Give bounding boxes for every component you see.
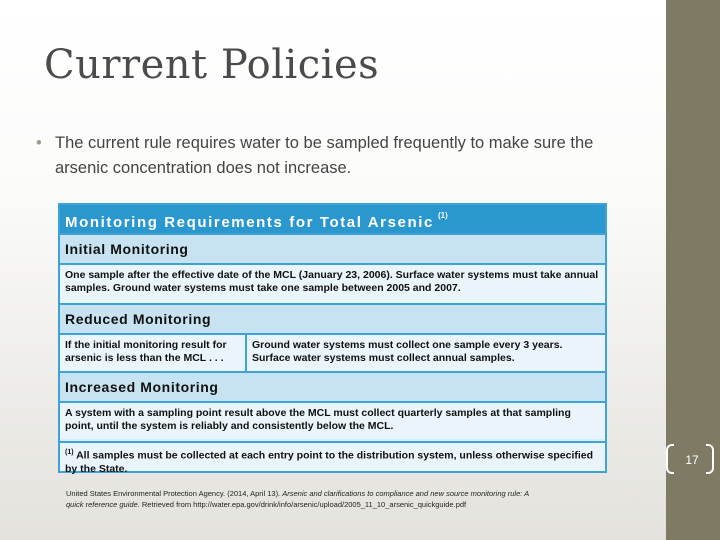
footnote-text: All samples must be collected at each entry point to the distribution system, unless otherwise specified by the State. bbox=[65, 449, 594, 475]
bullet-dot-icon: • bbox=[36, 134, 42, 152]
citation-suffix: Retrieved from http://water.epa.gov/drink/info/arsenic/upload/2005_11_10_arsenic_quickguide.pdf bbox=[139, 500, 467, 509]
bullet-item bbox=[36, 131, 622, 181]
section-reduced-monitoring bbox=[60, 303, 605, 335]
section-title: Initial Monitoring bbox=[65, 241, 189, 257]
section-title: Reduced Monitoring bbox=[65, 311, 212, 327]
section-title: Increased Monitoring bbox=[65, 379, 219, 395]
slide-title: Current Policies bbox=[44, 42, 380, 88]
page-number: 17 bbox=[685, 453, 699, 467]
reduced-monitoring-requirement: Ground water systems must collect one sample every 3 years. Surface water systems must collect annual samples. bbox=[247, 335, 605, 371]
reduced-monitoring-condition: If the initial monitoring result for arsenic is less than the MCL . . . bbox=[60, 335, 245, 371]
bullet-text: The current rule requires water to be sampled frequently to make sure the arsenic concentration does not increase. bbox=[55, 134, 594, 177]
initial-monitoring-text: One sample after the effective date of the MCL (January 23, 2006). Surface water systems must take annual samples. Ground water systems must take one sample between 2005 and 2007. bbox=[60, 265, 605, 303]
footnote-mark: (1) bbox=[65, 449, 74, 456]
citation-prefix: United States Environmental Protection Agency. (2014, April 13). bbox=[66, 489, 283, 498]
table-header-note: (1) bbox=[437, 211, 448, 220]
increased-monitoring-text: A system with a sampling point result above the MCL must collect quarterly samples at that sampling point, until the system is reliably and consistently below the MCL. bbox=[60, 403, 605, 439]
table-footnote bbox=[60, 441, 605, 475]
table-header bbox=[60, 205, 605, 233]
citation bbox=[66, 488, 546, 510]
monitoring-table bbox=[58, 203, 607, 473]
section-increased-monitoring bbox=[60, 371, 605, 403]
table-header-text: Monitoring Requirements for Total Arsenic bbox=[65, 214, 434, 231]
citation-title: Arsenic and clarifications to compliance and new source monitoring rule: A quick reference guide. bbox=[66, 489, 529, 509]
section-initial-monitoring bbox=[60, 233, 605, 265]
